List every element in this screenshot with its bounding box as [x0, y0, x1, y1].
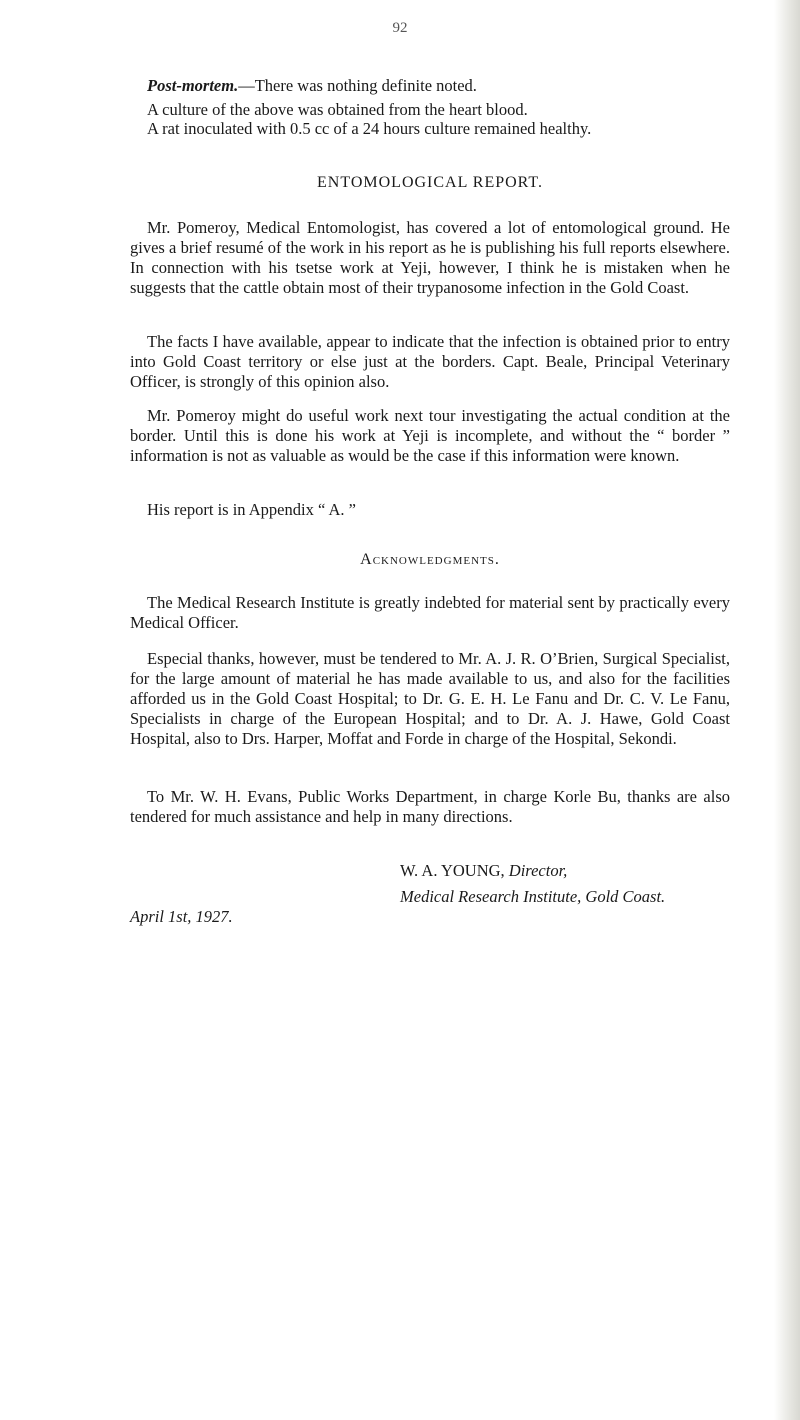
acknowledgments-paragraph-1: The Medical Research Institute is greatly indebted for material sent by practically every Medical Officer. [130, 593, 730, 632]
signature-title: Director, [508, 861, 568, 880]
entomological-paragraph-2: The facts I have available, appear to indicate that the infection is obtained prior to entry into Gold Coast territory or else just at the borders. Capt. Beale, Principal Veterinary Officer, is strongly of this opinion also. [130, 332, 730, 391]
signature-institution: Medical Research Institute, Gold Coast. [400, 887, 666, 906]
postmortem-text: —There was nothing definite noted. [238, 76, 477, 95]
entomological-heading: ENTOMOLOGICAL REPORT. [317, 174, 543, 191]
page-number: 92 [392, 20, 408, 36]
signature-institution-line [400, 887, 740, 907]
acknowledgments-paragraph-2: Especial thanks, however, must be tendered to Mr. A. J. R. O’Brien, Surgical Specialist, for the large amount of material he has made available to us, and also for the facilities afforded us in the Gold Coast Hospital; to Dr. G. E. H. Le Fanu and Dr. C. V. Le Fanu, Specialists in charge of the European Hospital; and to Dr. A. J. Hawe, Gold Coast Hospital, also to Drs. Harper, Moffat and Forde in charge of the Hospital, Sekondi. [130, 649, 730, 748]
culture-line: A culture of the above was obtained from the heart blood. [147, 100, 528, 119]
inoculation-line: A rat inoculated with 0.5 cc of a 24 hours culture remained healthy. [147, 119, 592, 138]
acknowledgments-heading: Acknowledgments. [360, 551, 500, 568]
appendix-reference: His report is in Appendix “ A. ” [147, 500, 356, 519]
signature-name: W. A. YOUNG, [400, 861, 505, 880]
page-edge-shadow [774, 0, 800, 1420]
signature-name-line [400, 861, 740, 881]
postmortem-runin: Post-mortem. [147, 76, 239, 95]
entomological-paragraph-3: Mr. Pomeroy might do useful work next tour investigating the actual condition at the border. Until this is done his work at Yeji is incomplete, and without the “ border ” information is not as valuable as would be the case if this information were known. [130, 406, 730, 465]
document-date: April 1st, 1927. [130, 907, 233, 926]
entomological-paragraph-1: Mr. Pomeroy, Medical Entomologist, has covered a lot of entomological ground. He gives a brief resumé of the work in his report as he is publishing his full reports elsewhere. In connection with his tsetse work at Yeji, however, I think he is mistaken when he suggests that the cattle obtain most of their trypanosome infection in the Gold Coast. [130, 218, 730, 297]
acknowledgments-paragraph-3: To Mr. W. H. Evans, Public Works Department, in charge Korle Bu, thanks are also tendered for much assistance and help in many directions. [130, 787, 730, 826]
postmortem-paragraph [130, 76, 730, 96]
